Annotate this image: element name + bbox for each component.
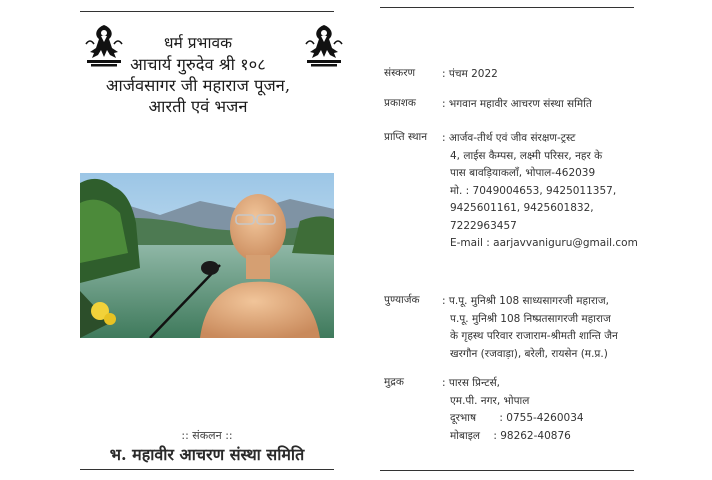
monk-with-microphone-photo [80, 173, 334, 338]
availability-line: पास बावड़ियाकलाँ, भोपाल-462039 [450, 167, 596, 179]
top-rule-left [80, 11, 334, 12]
contributor-line: : प.पू. मुनिश्री 108 साध्यसागरजी महाराज, [442, 295, 609, 307]
printer-label: मुद्रक [384, 376, 404, 388]
printer-phone-line: दूरभाष : 0755-4260034 [450, 412, 584, 424]
publisher-label: प्रकाशक [384, 97, 416, 109]
contributor-label: पुण्यार्जक [384, 294, 420, 306]
contributor-line: के गृहस्थ परिवार राजाराम-श्रीमती शान्ति जैन [450, 330, 618, 342]
availability-line: : आर्जव-तीर्थ एवं जीव संरक्षण-ट्रस्ट [442, 132, 576, 144]
edition-label: संस्करण [384, 67, 416, 79]
compilation-label: :: संकलन :: [181, 429, 233, 442]
availability-address [442, 130, 638, 253]
printer-line: : पारस प्रिन्टर्स, [442, 377, 501, 389]
title-line-3: आर्जवसागर जी महाराज पूजन, [105, 76, 291, 95]
printer-line: एम.पी. नगर, भोपाल [450, 394, 530, 407]
committee-name: भ. महावीर आचरण संस्था समिति [109, 445, 305, 464]
contributor-details [442, 293, 632, 363]
phone-line: 7222963457 [450, 219, 517, 232]
phone-line: मो. : 7049004653, 9425011357, [450, 184, 617, 197]
availability-label: प्राप्ति स्थान [384, 131, 428, 143]
publisher-value: : भगवान महावीर आचरण संस्था समिति [442, 98, 592, 110]
contributor-line: खरगौन (रजवाड़ा), बरेली, रायसेन (म.प्र.) [450, 347, 608, 360]
bottom-rule-left [80, 469, 334, 470]
printer-details [442, 375, 632, 445]
title-line-2: आचार्य गुरुदेव श्री १०८ [130, 55, 266, 74]
bottom-rule-right [380, 470, 634, 471]
printer-mobile-line: मोबाइल : 98262-40876 [450, 429, 571, 442]
edition-value: : पंचम 2022 [442, 68, 498, 80]
title-line-1: धर्म प्रभावक [164, 34, 232, 52]
jain-emblem-icon [302, 22, 346, 68]
contributor-line: प.पू. मुनिश्री 108 निष्प्रतसागरजी महाराज [450, 312, 611, 325]
book-title [90, 33, 306, 117]
phone-line: 9425601161, 9425601832, [450, 202, 594, 214]
availability-line: 4, लाईस कैम्पस, लक्ष्मी परिसर, नहर के [450, 149, 603, 162]
top-rule-right [380, 7, 634, 8]
title-line-4: आरती एवं भजन [148, 97, 248, 116]
email-line: E-mail : aarjavvaniguru@gmail.com [450, 237, 638, 249]
